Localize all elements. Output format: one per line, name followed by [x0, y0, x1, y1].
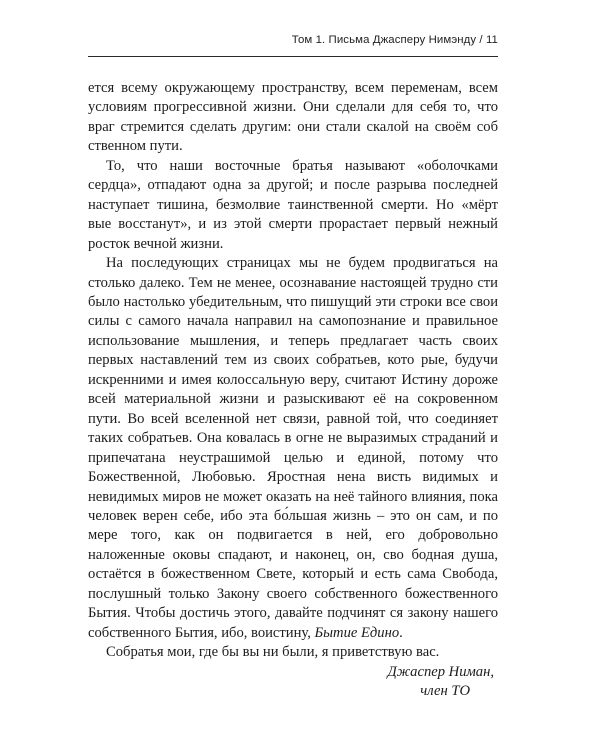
- text-line: ется всему окружающему пространству, всем переменам, всем: [88, 80, 498, 96]
- text-line: Истину дороже всей материальной жизни и разыскивают её на: [88, 371, 498, 408]
- text-line: все свои силы с самого начала направил на самопознание и: [88, 293, 499, 330]
- text-line: правильное использование мышления, и теперь предлагает: [88, 313, 498, 349]
- text-line: росток вечной жизни.: [88, 235, 224, 252]
- text-line: тайного влияния, пока человек верен себе, ибо эта бо́льшая: [88, 488, 498, 524]
- text-line: То, что наши восточные братья называют «оболочками: [106, 157, 498, 174]
- text-line: что соединяет таких собратьев. Она ковалась в огне не: [88, 410, 498, 447]
- text-punctuation: .: [399, 624, 403, 641]
- text-line: сама Свобода, послушный только Закону своего собственного: [88, 566, 498, 602]
- text-line: враг стремится сделать другим: они стали скалой на своём соб: [88, 118, 498, 135]
- text-line: часть своих первых наставлений тем из своих собратьев, кото: [88, 332, 498, 369]
- paragraph-1: [88, 79, 498, 157]
- paragraph-3: [88, 254, 498, 643]
- body-text: [88, 79, 498, 702]
- text-line: жизнь – это он сам, и по мере того, как он подвигается в ней, его: [88, 507, 498, 544]
- signature-name: Джаспер Ниман,: [387, 663, 494, 680]
- italic-phrase: Бытие: [314, 624, 362, 641]
- text-line: ственном пути.: [88, 138, 183, 155]
- text-line: сердца», отпадают одна за другой; и после разрыва последней: [88, 177, 498, 194]
- signature-block: [88, 663, 498, 702]
- text-line: наступает тишина, безмолвие таинственной смерти. Но «мёрт: [88, 196, 498, 213]
- text-line: рые, будучи искренними и имея колоссальную веру, считают: [88, 352, 498, 388]
- italic-phrase: Едино: [361, 624, 400, 641]
- paragraph-4: [88, 643, 498, 662]
- text-line: условиям прогрессивной жизни. Они сделали для себя то, что: [88, 99, 498, 116]
- text-line: сокровенном пути. Во всей вселенной нет связи, равной той,: [88, 391, 498, 427]
- text-line: добровольно наложенные оковы спадают, и наконец, он, сво: [88, 527, 498, 563]
- text-line: выразимых страданий и припечатана неустрашимой целью и: [88, 430, 498, 466]
- text-line: вые восстанут», и из этой смерти прорастает первый нежный: [88, 216, 498, 233]
- text-line: единой, потому что Божественной, Любовью. Яростная нена: [88, 449, 498, 486]
- text-line: столько далеко. Тем не менее, осознавание настоящей трудно: [88, 274, 474, 291]
- text-line: божественного Бытия. Чтобы достичь этого, давайте подчинят: [88, 585, 498, 622]
- text-line: висть видимых и невидимых миров не может оказать на неё: [88, 469, 498, 505]
- running-head-text: Том 1. Письма Джасперу Нимэнду / 11: [291, 34, 498, 46]
- running-header: [88, 30, 498, 57]
- signature-role: член ТО: [420, 683, 470, 700]
- text-line: ся закону нашего собственного Бытия, ибо, воистину,: [88, 605, 498, 641]
- text-line: бодная душа, остаётся в божественном Свете, который и есть: [88, 546, 499, 583]
- text-line: На последующих страницах мы не будем продвигаться на: [106, 255, 498, 272]
- greeting-line: Собратья мои, где бы вы ни были, я приветствую вас.: [106, 644, 440, 661]
- paragraph-2: [88, 157, 498, 254]
- text-line: сти было настолько убедительным, что пишущий эти строки: [88, 274, 498, 310]
